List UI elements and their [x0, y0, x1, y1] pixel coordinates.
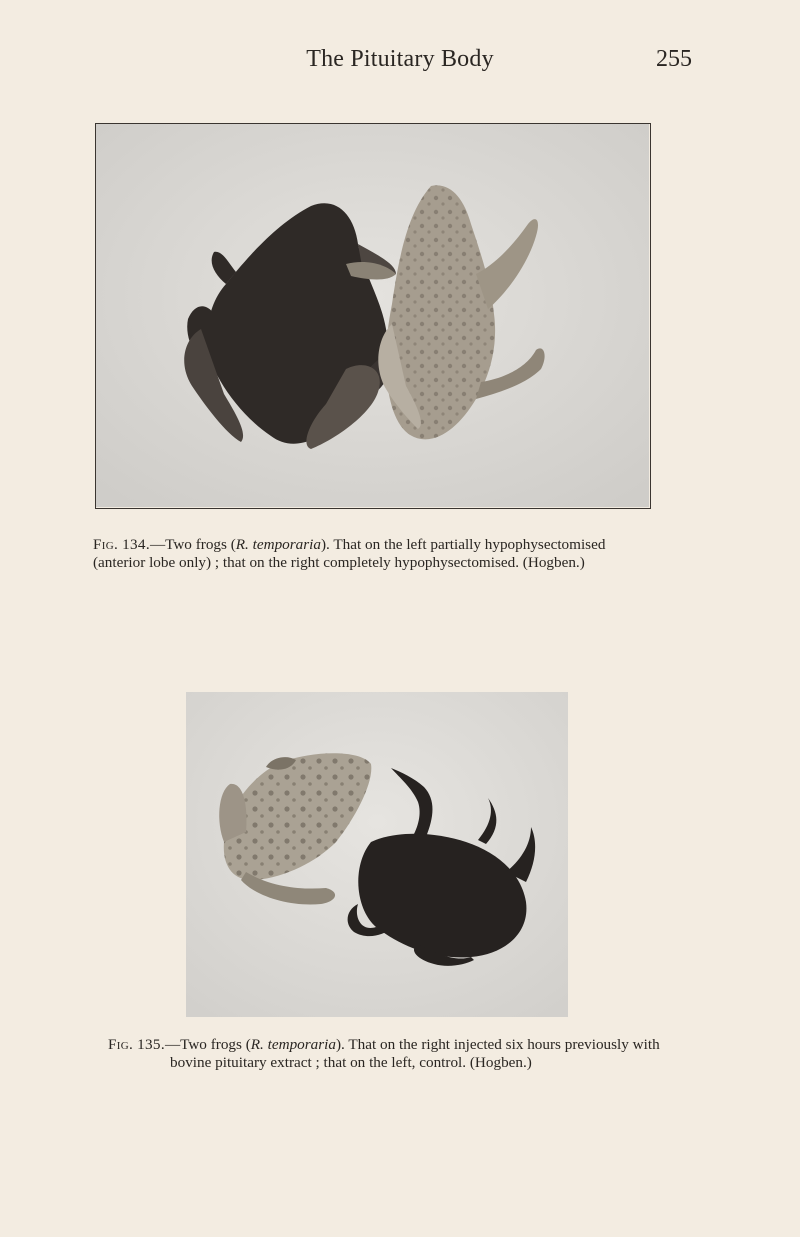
figure-134-caption-post: ). That on the left partially hypophysectomised: [321, 536, 606, 553]
figure-135-species: R. temporaria: [250, 1036, 336, 1053]
figure-134-caption-line2: (anterior lobe only) ; that on the right completely hypophysectomised. (Hogben.): [93, 554, 585, 571]
figure-135-caption: [108, 1036, 688, 1072]
figure-135-label: Fig. 135.: [108, 1036, 165, 1053]
figure-135-caption-post: ). That on the right injected six hours previously with: [336, 1036, 660, 1053]
figure-135-photograph: [186, 692, 568, 1017]
figure-134-label: Fig. 134.: [93, 536, 150, 553]
running-title: The Pituitary Body: [306, 46, 494, 72]
figure-135-caption-pre: —Two frogs (: [164, 1036, 251, 1053]
running-head: [0, 44, 800, 78]
page-number: 255: [656, 46, 692, 72]
figure-134-caption-pre: —Two frogs (: [149, 536, 236, 553]
figure-134-caption: [93, 536, 655, 572]
figure-134-photograph: [95, 123, 651, 509]
figure-135-caption-line2: bovine pituitary extract ; that on the left, control. (Hogben.): [170, 1054, 532, 1071]
figure-134-species: R. temporaria: [235, 536, 321, 553]
